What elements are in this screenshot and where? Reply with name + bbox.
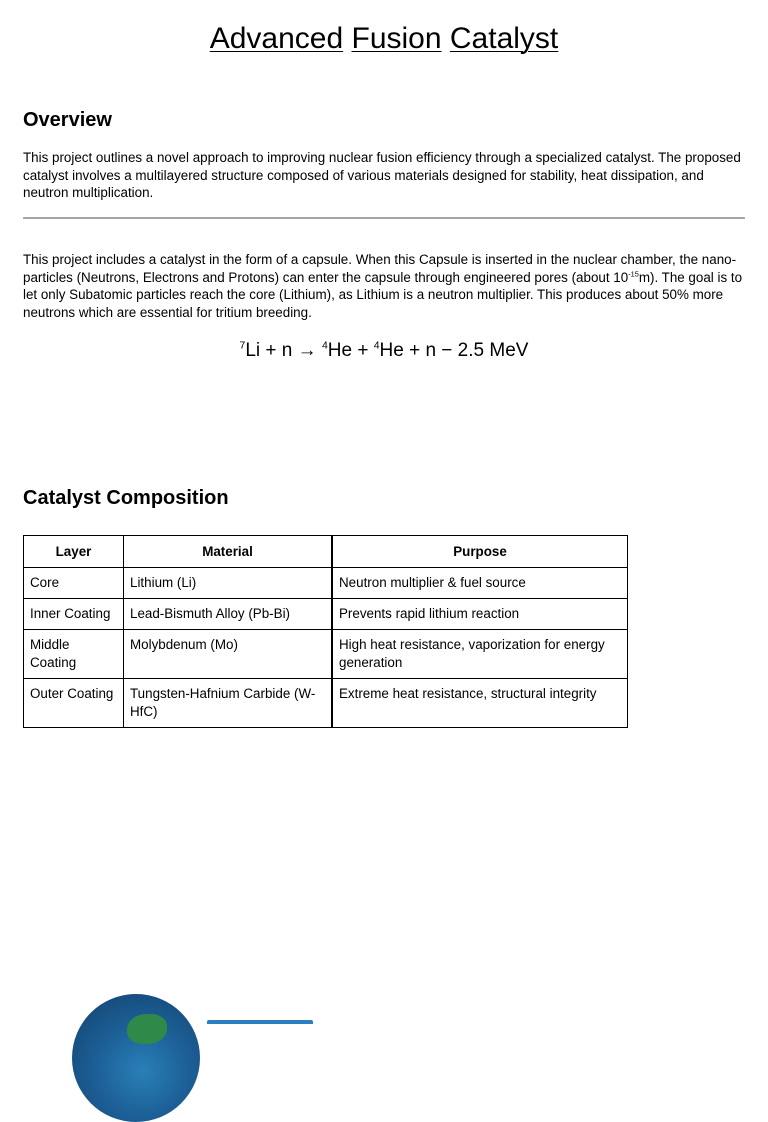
column-header-purpose: Purpose (332, 536, 628, 568)
leaf-icon (127, 1014, 167, 1044)
overview-paragraph: This project outlines a novel approach to improving nuclear fusion efficiency through a specialized catalyst. The proposed catalyst involves a multilayered structure composed of various materials designed for stability, heat dissipation, and neutron multiplication. (23, 150, 741, 201)
title-word: Catalyst (449, 22, 559, 55)
material-cell: Lithium (Li) (124, 568, 333, 599)
table-header-row (24, 536, 628, 568)
purpose-cell: Extreme heat resistance, structural integrity (332, 679, 628, 728)
logo-bar (207, 1020, 313, 1024)
table-row (24, 630, 628, 679)
layer-cell: Outer Coating (24, 679, 124, 728)
capsule-text-before: This project includes a catalyst in the form of a capsule. When this Capsule is inserted in the nuclear chamber, the nano-particles (Neutrons, Electrons and Protons) can enter the capsule through engineered pores (about 10 (23, 252, 737, 285)
column-header-material: Material (124, 536, 333, 568)
equation-product-1: He + (327, 340, 374, 361)
title-word: Fusion (351, 22, 442, 55)
pore-size-exponent: -15 (628, 269, 639, 279)
section-divider (23, 217, 745, 219)
layer-cell: Inner Coating (24, 599, 124, 630)
column-header-layer: Layer (24, 536, 124, 568)
purpose-cell: High heat resistance, vaporization for energy generation (332, 630, 628, 679)
table-row (24, 679, 628, 728)
title-word: Advanced (209, 22, 344, 55)
helium-mass-number: 4 (321, 340, 328, 352)
capsule-text-after: m). The goal is to let only Subatomic particles reach the core (Lithium), as Lithium is a neutron multiplier. This produces about 50% more neutrons which are essential for tritium breeding. (23, 269, 743, 320)
material-cell: Lead-Bismuth Alloy (Pb-Bi) (124, 599, 333, 630)
material-cell: Molybdenum (Mo) (124, 630, 333, 679)
purpose-cell: Neutron multiplier & fuel source (332, 568, 628, 599)
composition-table (23, 535, 628, 728)
purpose-cell: Prevents rapid lithium reaction (332, 599, 628, 630)
document-title (0, 20, 768, 58)
helium-mass-number: 4 (373, 340, 380, 352)
overview-heading: Overview (23, 109, 112, 131)
reaction-equation (0, 338, 768, 364)
lithium-mass-number: 7 (239, 340, 246, 352)
globe-logo-icon (72, 994, 200, 1122)
equation-product-2: He + n − 2.5 MeV (379, 340, 529, 361)
table-row (24, 568, 628, 599)
capsule-paragraph (23, 251, 745, 321)
composition-heading: Catalyst Composition (23, 487, 229, 509)
layer-cell: Core (24, 568, 124, 599)
layer-cell: Middle Coating (24, 630, 124, 679)
table-row (24, 599, 628, 630)
material-cell: Tungsten-Hafnium Carbide (W-HfC) (124, 679, 333, 728)
equation-reactants: Li + n → (245, 340, 322, 361)
